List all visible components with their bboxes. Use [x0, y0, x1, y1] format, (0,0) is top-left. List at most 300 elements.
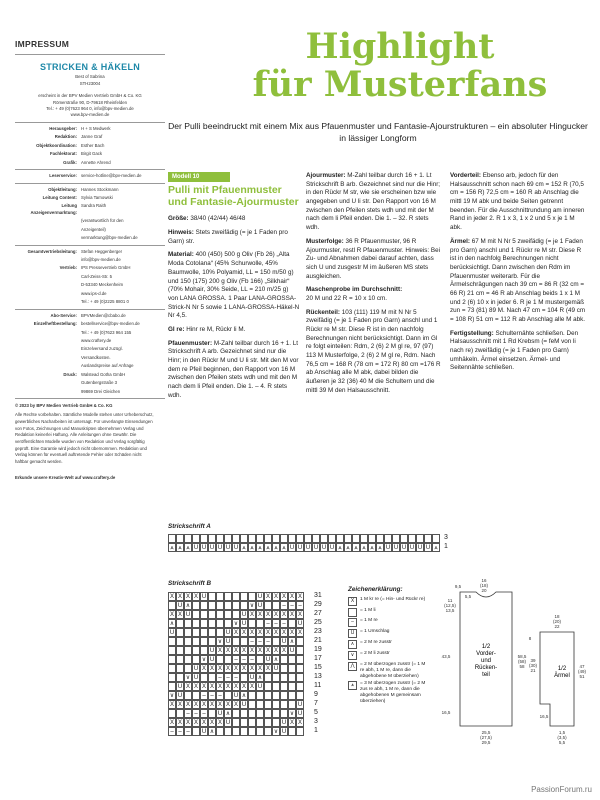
chart-b-cell: X: [177, 720, 182, 726]
chart-a-cell: U: [289, 545, 295, 551]
chart-a-row-number: 3: [444, 534, 448, 541]
chart-b-cell: U: [185, 612, 191, 618]
chart-a-cell: ⩓: [336, 543, 344, 552]
chart-a-cell: [432, 534, 440, 543]
chart-b-cell: X: [257, 648, 262, 654]
chart-b-cell: [208, 601, 216, 610]
publisher-address: Römerstraße 90, D-79618 Rheinfelden: [52, 99, 128, 105]
chart-b-cell: [216, 610, 224, 619]
legend-item: [348, 681, 430, 705]
chart-b-cell: X: [201, 684, 206, 690]
chart-b-cell: [200, 619, 208, 628]
chart-b-cell: U: [241, 702, 247, 708]
chart-a-cell: U: [417, 545, 423, 551]
chart-b-cell: X: [169, 720, 174, 726]
chart-b-cell: [256, 691, 264, 700]
chart-b-cell: –: [176, 727, 184, 736]
measure-height: 43,5: [441, 654, 451, 659]
chart-b-cell: –: [184, 709, 192, 718]
legend-item: [348, 608, 430, 617]
chart-b-cell: [240, 718, 248, 727]
chart-b-cell: ∧: [273, 657, 279, 663]
chart-b-cell: [272, 637, 280, 646]
craftery-footer: Erkunde unsere Kreativ-Welt auf www.craftery.de: [15, 474, 116, 480]
legend-symbol: –: [348, 618, 357, 627]
chart-b-cell: X: [273, 594, 278, 600]
chart-a-cell: ⩓: [184, 543, 192, 552]
chart-b-cell: U: [177, 693, 183, 699]
chart-b-cell: [184, 664, 192, 673]
measure-body: 58,5 (58) 58: [517, 654, 527, 669]
chart-b-cell: X: [281, 648, 286, 654]
chart-b-cell: ∧: [225, 711, 231, 717]
chart-b-cell: [200, 673, 208, 682]
chart-b-cell: –: [232, 673, 240, 682]
chart-b-cell: –: [280, 601, 288, 610]
chart-a-cell: [184, 534, 192, 543]
chart-b-cell: [232, 709, 240, 718]
chart-b-cell: [192, 727, 200, 736]
legend-text: = 3 M überzogen zusstr (= 2 M zus re abh, 1 M re, dann die abgehobenen M gemeinsam überziehen): [360, 681, 426, 705]
chart-b-cell: [272, 673, 280, 682]
chart-a-cell: ⩓: [240, 543, 248, 552]
legend: [348, 586, 430, 707]
chart-b-cell: X: [281, 630, 286, 636]
chart-b-cell: ∧: [257, 675, 263, 681]
chart-b-cell: U: [281, 729, 287, 735]
chart-b-cell: [248, 619, 256, 628]
chart-a-cell: U: [401, 545, 407, 551]
chart-a-cell: U: [193, 545, 199, 551]
chart-b-cell: [280, 691, 288, 700]
chart-b-cell: [248, 727, 256, 736]
chart-b-cell: [184, 637, 192, 646]
chart-b-cell: X: [257, 630, 262, 636]
chart-b-cell: [296, 637, 304, 646]
chart-b-cell: [288, 655, 296, 664]
chart-b-cell: U: [209, 657, 215, 663]
legend-symbol: U: [348, 629, 357, 638]
chart-a-cell: ⩓: [176, 543, 184, 552]
chart-b-cell: U: [241, 621, 247, 627]
chart-b-cell: [296, 664, 304, 673]
chart-b-cell: [168, 673, 176, 682]
chart-b-cell: [296, 691, 304, 700]
chart-b-cell: X: [217, 702, 222, 708]
credits: Herausgeber: H + S Medwerk Redaktion: Janne Graf Objektkoordination: Esther Bach Fachlektorat: Birgit Gack Grafik: Annette Ahrend: [36, 125, 111, 165]
legend-symbol: ∧: [348, 640, 357, 649]
measure-sleeve-top: 18 (20) 22: [552, 614, 562, 629]
chart-b-cell: [216, 592, 224, 601]
chart-a-cell: [304, 534, 312, 543]
chart-b-cell: U: [177, 603, 183, 609]
chart-b-row-number: 15: [314, 664, 322, 671]
chart-a-cell: U: [425, 545, 431, 551]
chart-b-cell: X: [233, 648, 238, 654]
chart-b-cell: [280, 700, 288, 709]
chart-b-cell: [248, 691, 256, 700]
chart-b-row-number: 5: [314, 709, 318, 716]
chart-b-cell: [216, 727, 224, 736]
chart-b-cell: [192, 610, 200, 619]
chart-b-cell: [288, 664, 296, 673]
chart-b-cell: U: [193, 666, 199, 672]
chart-b-label: Strickschrift B: [168, 580, 212, 587]
chart-b-cell: X: [185, 702, 190, 708]
chart-b-cell: –: [240, 655, 248, 664]
watermark: PassionForum.ru: [531, 785, 592, 794]
chart-a-cell: [256, 534, 264, 543]
chart-b-cell: ∨: [249, 603, 255, 609]
chart-b-cell: [280, 682, 288, 691]
chart-b-cell: ∧: [169, 621, 175, 627]
chart-b-cell: [240, 637, 248, 646]
chart-b-cell: [200, 610, 208, 619]
chart-a-cell: [328, 534, 336, 543]
chart-b-cell: X: [297, 612, 302, 618]
chart-a-cell: [208, 534, 216, 543]
chart-b-cell: X: [177, 702, 182, 708]
chart-b-cell: [208, 637, 216, 646]
chart-b-cell: [168, 709, 176, 718]
chart-b-cell: [240, 601, 248, 610]
chart-b-cell: [208, 610, 216, 619]
chart-b-cell: [224, 655, 232, 664]
chart-b-cell: ∨: [169, 693, 175, 699]
chart-b-cell: X: [289, 594, 294, 600]
impressum-sidebar: [15, 0, 165, 481]
chart-b-cell: [272, 691, 280, 700]
chart-a-cell: ⩓: [360, 543, 368, 552]
chart-b-row-number: 13: [314, 673, 322, 680]
legend-symbol: X: [348, 597, 357, 606]
chart-a-cell: [352, 534, 360, 543]
chart-b-cell: –: [232, 655, 240, 664]
chart-a-cell: ⩓: [264, 543, 272, 552]
chart-b-cell: [280, 709, 288, 718]
chart-a-cell: [368, 534, 376, 543]
chart-b-cell: X: [249, 684, 254, 690]
chart-a-cell: ⩓: [272, 543, 280, 552]
chart-b-cell: [288, 727, 296, 736]
chart-b-cell: X: [289, 612, 294, 618]
chart-a-cell: U: [201, 545, 207, 551]
chart-b-cell: [184, 619, 192, 628]
chart-b-cell: [208, 628, 216, 637]
chart-b-cell: U: [193, 675, 199, 681]
chart-b-cell: –: [216, 673, 224, 682]
chart-b-cell: [200, 601, 208, 610]
chart-b-cell: [264, 718, 272, 727]
chart-b-row-number: 23: [314, 628, 322, 635]
chart-b-cell: X: [185, 720, 190, 726]
chart-b-cell: X: [289, 630, 294, 636]
chart-b-cell: X: [209, 666, 214, 672]
chart-b-cell: [176, 709, 184, 718]
chart-a-cell: [192, 534, 200, 543]
magazine-title: STRICKEN & HÄKELN: [39, 61, 141, 72]
chart-b-cell: [176, 637, 184, 646]
chart-b-cell: ∨: [217, 639, 223, 645]
chart-b-cell: [176, 655, 184, 664]
chart-b-cell: U: [209, 648, 215, 654]
chart-a-cell: ⩓: [432, 543, 440, 552]
measure-sleeve-bottom: 16,5: [539, 714, 549, 719]
legend-item: [348, 597, 430, 606]
chart-b-cell: X: [201, 702, 206, 708]
chart-b-cell: [168, 601, 176, 610]
chart-b-cell: [264, 700, 272, 709]
measure-neck: 9,5: [454, 584, 462, 589]
chart-b-cell: –: [288, 601, 296, 610]
chart-b-cell: ∧: [185, 603, 191, 609]
chart-b-cell: X: [209, 702, 214, 708]
chart-b-cell: X: [273, 612, 278, 618]
chart-b-cell: [232, 601, 240, 610]
chart-b-cell: [208, 673, 216, 682]
chart-b-cell: X: [193, 720, 198, 726]
chart-b-cell: ∧: [289, 639, 295, 645]
chart-b-cell: X: [297, 594, 302, 600]
chart-b-cell: [184, 691, 192, 700]
chart-a-cell: [424, 534, 432, 543]
chart-b-cell: [264, 601, 272, 610]
chart-b-cell: [168, 664, 176, 673]
chart-a-cell: U: [321, 545, 327, 551]
chart-b-cell: [256, 655, 264, 664]
chart-a-cell: [272, 534, 280, 543]
chart-b-cell: [280, 664, 288, 673]
chart-b-row-number: 3: [314, 718, 318, 725]
chart-b-row-number: 9: [314, 691, 318, 698]
chart-b-cell: X: [265, 612, 270, 618]
legend-item: [348, 629, 430, 638]
legend-symbol: ⋀: [348, 662, 357, 671]
chart-b-cell: X: [249, 630, 254, 636]
publisher-contact: Tel.: + 49 (0)7623 964 0, info@bpv-medien.de: [46, 106, 134, 111]
column-3: Vorderteil: Ebenso arb, jedoch für den Halsausschnitt schon nach 69 cm = 152 R (70,5 cm = 156 R) 72,5 cm = 160 R ab Anschlag die mittl 19 M abk und beide Seiten getrennt beenden. Für die Ausschnittrundung am inneren Rand in jeder 2. R 1 x 3, 1 x 2 und 5 x je 1 M abk. Ärmel: 67 M mit N Nr 5 zweifädig (= je 1 Faden pro Garn) anschl und 1 Rückr re M str. Diese R ist in den nachfolg Berechnungen nicht berücksichtigt. Dann zwischen den Rdm im Pfauenmuster weiterarb. Für die Ärmelschrägungen nach 39 cm = 86 R (32 cm = 66 R) 21 cm = 46 R ab Anschlag beids 1 x 1 M und 2 (6) 10 x in jeder 6. R je 1 M mustergemäß zun = 73 (81) 89 M. Nach 47 cm = 104 R (49 cm = 108 R) 51 cm = 112 R ab Anschlag alle M abk. Fertigstellung: Schulternähte schließen. Den Halsausschnitt mit 1 Rd Krebsm (= feM von li nach re) zweifädig (= je 1 Faden pro Garn) umhäkeln. Ärmel einsetzen. Ärmel- und Seitennähte schließen.: [450, 172, 586, 372]
chart-b-cell: X: [177, 594, 182, 600]
chart-b-cell: U: [281, 639, 287, 645]
chart-b-cell: U: [217, 711, 223, 717]
chart-b-cell: X: [217, 648, 222, 654]
chart-b-cell: X: [265, 666, 270, 672]
chart-a-cell: [360, 534, 368, 543]
chart-b-row-number: 21: [314, 637, 322, 644]
chart-b-cell: U: [297, 711, 303, 717]
publisher-web[interactable]: www.bpv-medien.de: [70, 112, 110, 118]
measure-sleeve-rib: 1,5 (3,5) 5,5: [557, 730, 567, 745]
chart-b-cell: U: [265, 657, 271, 663]
body-label: 1/2 Vorder-und Rücken-teil: [474, 644, 498, 678]
chart-b-cell: –: [272, 619, 280, 628]
chart-b-cell: X: [193, 684, 198, 690]
chart-b-cell: [288, 673, 296, 682]
chart-b-cell: X: [249, 612, 254, 618]
chart-b-cell: [224, 610, 232, 619]
chart-b-cell: [216, 655, 224, 664]
chart-b-cell: [208, 709, 216, 718]
chart-a-cell: [200, 534, 208, 543]
chart-b-cell: [288, 682, 296, 691]
chart-b-cell: X: [273, 648, 278, 654]
chart-a-cell: [296, 534, 304, 543]
page-title: Highlight für Musterfans: [252, 26, 548, 105]
chart-a-cell: [408, 534, 416, 543]
chart-b-cell: [208, 592, 216, 601]
chart-b-cell: [176, 646, 184, 655]
legend-text: = 2 M überzogen zusstr (= 1 M re abh, 1 M re, dann die abgehobene M überziehen): [360, 661, 426, 679]
legend-symbol: [348, 608, 357, 617]
chart-b-cell: [176, 628, 184, 637]
chart-b-cell: X: [217, 666, 222, 672]
chart-b-cell: –: [296, 601, 304, 610]
chart-b-cell: X: [177, 612, 182, 618]
chart-b-cell: [176, 619, 184, 628]
chart-b-cell: [272, 709, 280, 718]
measure-sleeve-length: 47 (49) 51: [577, 664, 587, 679]
chart-b-cell: [232, 718, 240, 727]
chart-b-cell: [248, 718, 256, 727]
chart-b-cell: U: [177, 684, 183, 690]
management: Objektleitung: Hannes Stockmann Leitung Content: Sylvia Tarnowski Leitung Anzeigenvermarktung: Sandra Raith (verantwortlich für den Anzeigenteil) vermarktung@bpv-medien.de: [30, 186, 138, 241]
chart-b-cell: [256, 700, 264, 709]
chart-b-cell: [232, 610, 240, 619]
chart-b-cell: –: [184, 727, 192, 736]
chart-b-cell: [232, 592, 240, 601]
chart-b-cell: U: [289, 648, 295, 654]
chart-b-cell: X: [233, 684, 238, 690]
chart-b-cell: [288, 700, 296, 709]
chart-b-row-number: 11: [314, 682, 322, 689]
chart-b-cell: [176, 673, 184, 682]
chart-b-cell: X: [193, 594, 198, 600]
chart-b-cell: [264, 727, 272, 736]
chart-a-cell: ⩓: [280, 543, 288, 552]
issue-code: STH23004: [79, 80, 101, 86]
chart-b-row-number: 7: [314, 700, 318, 707]
chart-a-cell: [384, 534, 392, 543]
chart-b-cell: –: [208, 691, 216, 700]
legend-item: [348, 640, 430, 649]
chart-b-cell: [232, 727, 240, 736]
chart-a-cell: [376, 534, 384, 543]
chart-b-cell: [240, 709, 248, 718]
chart-a-cell: U: [409, 545, 415, 551]
chart-b-cell: [264, 673, 272, 682]
chart-b-cell: U: [257, 684, 263, 690]
chart-b-cell: X: [217, 684, 222, 690]
chart-b-row-number: 27: [314, 610, 322, 617]
chart-b-cell: [296, 682, 304, 691]
chart-b: [168, 592, 340, 744]
chart-b-cell: [248, 709, 256, 718]
chart-b-cell: [192, 646, 200, 655]
chart-b-cell: X: [209, 684, 214, 690]
chart-b-cell: U: [297, 621, 303, 627]
chart-b-cell: [272, 601, 280, 610]
chart-b-cell: [272, 718, 280, 727]
legend-text: = 1 M re: [360, 618, 378, 624]
chart-b-cell: ∨: [289, 711, 295, 717]
legend-text: = 1 Umschlag: [360, 629, 390, 635]
legend-item: [348, 618, 430, 627]
chart-a-cell: [280, 534, 288, 543]
chart-b-cell: ∧: [209, 729, 215, 735]
chart-a-cell: U: [225, 545, 231, 551]
chart-a-cell: [416, 534, 424, 543]
edition: Best of Sabrina: [75, 74, 105, 80]
chart-b-cell: ∧: [241, 693, 247, 699]
chart-a-cell: ⩓: [344, 543, 352, 552]
chart-b-cell: [280, 673, 288, 682]
chart-b-cell: U: [241, 612, 247, 618]
chart-b-cell: [248, 700, 256, 709]
chart-b-cell: U: [233, 693, 239, 699]
chart-b-cell: X: [257, 666, 262, 672]
chart-b-cell: X: [193, 702, 198, 708]
chart-b-cell: [184, 646, 192, 655]
chart-b-cell: X: [225, 684, 230, 690]
chart-b-cell: X: [249, 648, 254, 654]
chart-b-row-number: 31: [314, 592, 322, 599]
chart-b-cell: U: [169, 630, 175, 636]
chart-b-cell: [264, 691, 272, 700]
chart-b-cell: X: [217, 720, 222, 726]
chart-b-cell: X: [265, 630, 270, 636]
chart-b-cell: –: [224, 673, 232, 682]
chart-b-cell: X: [233, 630, 238, 636]
chart-b-cell: U: [201, 729, 207, 735]
chart-b-cell: X: [257, 612, 262, 618]
chart-a-cell: U: [393, 545, 399, 551]
chart-a-cell: U: [217, 545, 223, 551]
chart-b-cell: ∨: [273, 729, 279, 735]
chart-b-cell: [216, 628, 224, 637]
chart-b-cell: –: [248, 655, 256, 664]
legal-notice: Alle Rechte vorbehalten. Sämtliche Modelle stehen unter Urheberschutz, gewerbliches Nacharbeiten ist untersagt. Für unverlangte Einsendungen von Fotos, Zeichnungen und Manuskripten übernehmen Verlag und Redaktion keinerlei Haftung. Alle Anleitungen ohne Gewähr. Die veröffentlichten Modelle wurden von Redaktion und Verlag sorgfältig geprüft. Eine Garantie wird jedoch nicht übernommen. Redaktion und Verlag können für eventuell auftretende Fehler oder Schäden nicht haftbar gemacht werden.: [15, 412, 154, 465]
chart-b-cell: [184, 655, 192, 664]
chart-a-cell: [392, 534, 400, 543]
chart-b-cell: X: [185, 594, 190, 600]
chart-b-cell: U: [257, 603, 263, 609]
legend-text: 1 M kr re (= Hin- und Rückr re): [360, 596, 426, 602]
chart-b-cell: X: [241, 666, 246, 672]
chart-a-label: Strickschrift A: [168, 523, 211, 530]
chart-b-cell: [192, 637, 200, 646]
column-2: Ajourmuster: M-Zahl teilbar durch 16 + 1. Lt Strickschrift B arb. Gezeichnet sind nur die Hinr; in den Rückr M str, wie sie erscheinen bzw wie angegeben und U li str. Den Rapport von 16 M zwischen den Pfeilen stets wdh und mit der M nach dem li Pfeil enden. Die 1. – 32. R stets wdh. Musterfolge: 36 R Pfauenmuster, 96 R Ajourmuster, restl R Pfauenmuster. Hinweis: Bei Zu- und Abnahmen dabei darauf achten, dass sich U und zusgestr M im äußeren MS stets ausgleichen. Maschenprobe im Durchschnitt: 20 M und 22 R = 10 x 10 cm. Rückenteil: 103 (111) 119 M mit N Nr 5 zweifädig (= je 1 Faden pro Garn) anschl und 1 Rückr re M str. Diese R ist in den nachfolg Berechnungen nicht berücksichtigt. Dann im Gl re folgt einteilen: Rdm, 2 (6) 2 M gl re, 97 (97) 113 M Musterfolge, 2 (6) 2 M gl re, Rdm. Nach 76,5 cm = 168 R (78 cm = 172 R) 80 cm =176 R ab Anschlag alle M abk, dabei bilden die äußeren je 32 (36) 40 M die Schultern und die mittl 39 M den Halsausschnitt.: [306, 172, 441, 394]
chart-a-cell: U: [233, 545, 239, 551]
chart-b-cell: X: [241, 684, 246, 690]
chart-a-cell: [320, 534, 328, 543]
chart-b-cell: [176, 664, 184, 673]
copyright: © 2023 by BPV Medien Vertrieb GmbH & Co. KG: [15, 403, 113, 408]
chart-b-cell: [224, 619, 232, 628]
chart-b-row-number: 29: [314, 601, 322, 608]
chart-b-cell: [192, 691, 200, 700]
chart-b-cell: X: [273, 630, 278, 636]
chart-a-cell: ⩓: [376, 543, 384, 552]
chart-b-cell: X: [281, 612, 286, 618]
measure-armhole: 39 (30) 21: [528, 658, 538, 673]
chart-b-cell: [240, 592, 248, 601]
chart-a-cell: ⩓: [256, 543, 264, 552]
measure-rib: 16,5: [441, 710, 451, 715]
chart-a-cell: U: [385, 545, 391, 551]
chart-b-row-number: 19: [314, 646, 322, 653]
chart-b-cell: [192, 619, 200, 628]
legend-title: Zeichenerklärung:: [348, 586, 403, 593]
